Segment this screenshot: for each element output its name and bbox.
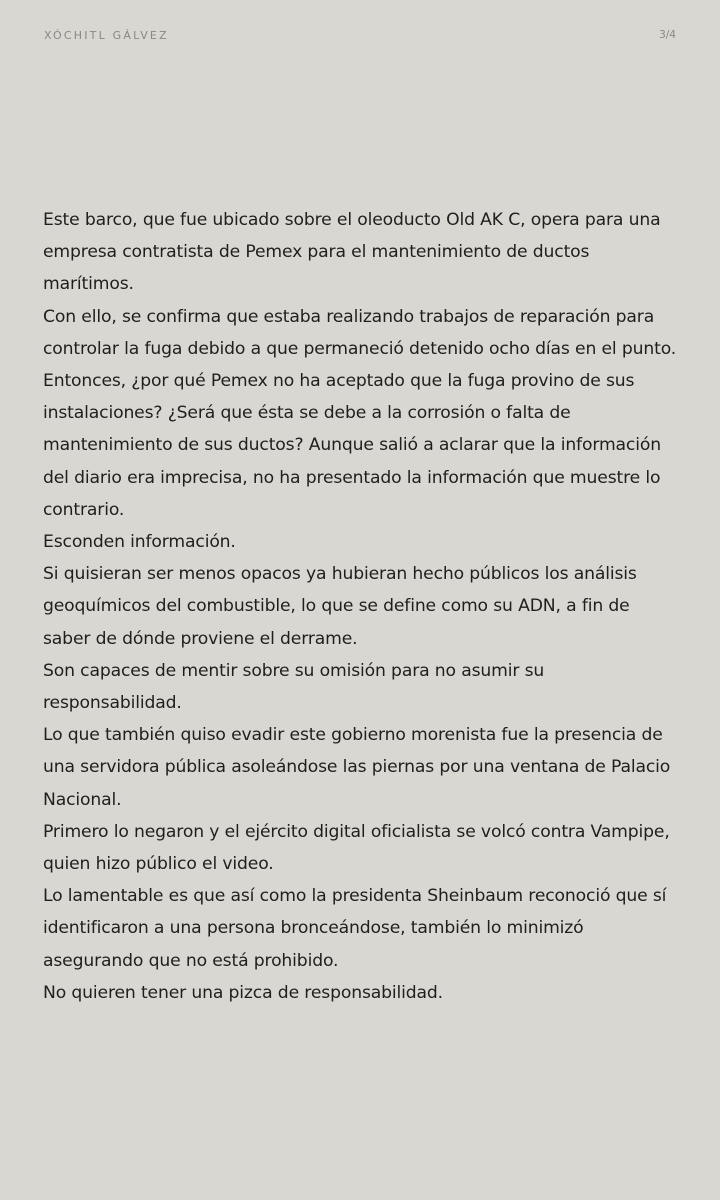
paragraph: Son capaces de mentir sobre su omisión para no asumir su responsabilidad. — [43, 660, 545, 714]
paragraph: Con ello, se confirma que estaba realizando trabajos de reparación para controlar la fuga debido a que permaneció detenido ocho días en el punto. — [43, 306, 677, 359]
paragraph: Si quisieran ser menos opacos ya hubieran hecho públicos los análisis geoquímicos del combustible, lo que se define como su ADN, a fin de saber de dónde proviene el derrame. — [43, 564, 637, 649]
paragraph: Primero lo negaron y el ejército digital oficialista se volcó contra Vampipe, quien hizo público el video. — [43, 821, 670, 875]
paragraph: Esconden información. — [43, 532, 236, 553]
paragraph: Lo lamentable es que así como la presidenta Sheinbaum reconoció que sí identificaron a una persona bronceándose, también lo minimizó asegurando que no está prohibido. — [43, 886, 667, 971]
paragraph: No quieren tener una pizca de responsabilidad. — [43, 982, 443, 1003]
page-indicator: 3/4 — [659, 29, 676, 41]
article-body — [43, 204, 679, 1009]
paragraph: Este barco, que fue ubicado sobre el oleoducto Old AK C, opera para una empresa contratista de Pemex para el mantenimiento de ductos marítimos. — [43, 210, 661, 295]
page-header — [44, 29, 676, 45]
paragraph: Entonces, ¿por qué Pemex no ha aceptado que la fuga provino de sus instalaciones? ¿Será que ésta se debe a la corrosión o falta de mantenimiento de sus ductos? Aunque salió a aclarar que la información del diario era imprecisa, no ha presentado la información que muestre lo contrario. — [43, 371, 661, 520]
paragraph: Lo que también quiso evadir este gobierno morenista fue la presencia de una servidora pública asoleándose las piernas por una ventana de Palacio Nacional. — [43, 725, 671, 810]
author-name: XÓCHITL GÁLVEZ — [44, 29, 169, 42]
